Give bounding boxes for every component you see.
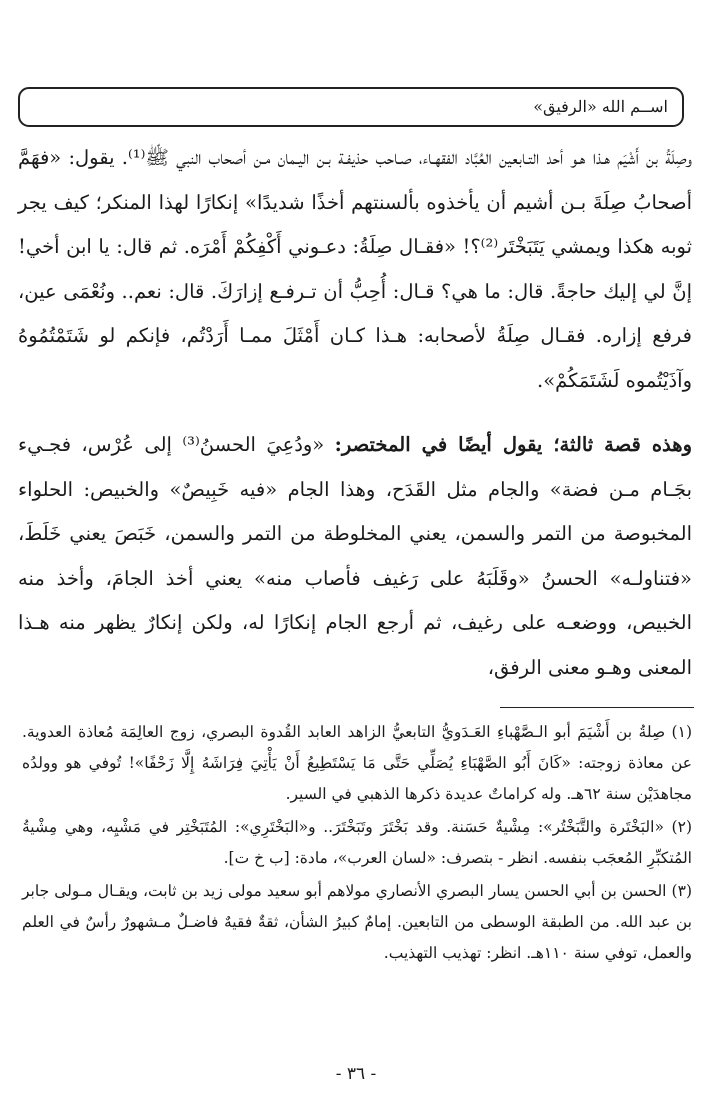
paragraph-2-text: «ودُعِيَ الحسنُ⁽³⁾ إلى عُرْس، فجـيء بجَـام مـن فضة» والجام مثل القَدَح، وهذا الجام «فيه خَبِيصٌ» والخبيص: الحلواء المخبوصة من التمر والسمن، يعني المخلوطة من التمر والسمن، خَبَصَ يعني خَلَطَ، «فتناولـه» الحسنُ «وقَلَبَهُ على رَغيف فأصاب منه» يعني أخذ الجامَ، وأخذ منه الخبيص، ووضعـه على رغيف، ثم أرجع الجام إنكارًا له، ولكن إنكارٌ يظهر منه هـذا المعنى وهـو معنى الرفق،	[18, 433, 692, 679]
footnote-2: (٢) «البَخْتَرة والتَّبَخْتُر»: مِشْيةٌ حَسَنة. وقد بَخْتَرَ وتَبَخْتَرَ.. و«البَخْتَرِي»: المُتَبَخْتِر في مَشْيِه، وهي مِشْيةُ المُتكبِّرِ المُعجَب بنفسه. انظر - بتصرف: «لسان العرب»، مادة: [ب خ ت].	[22, 818, 692, 867]
footnote-divider	[500, 707, 694, 708]
paragraph-2-lead: وهذه قصة ثالثة؛ يقول أيضًا في المختصر:	[334, 433, 692, 456]
main-text	[18, 136, 692, 690]
footnote-3: (٣) الحسن بن أبي الحسن يسار البصري الأنصاري مولاهم أبو سعيد مولى زيد بن ثابت، ويقـال مـولى جابر بن عبد الله. من الطبقة الوسطى من التابعين. إمامٌ كبيرُ الشأن، ثقةٌ فقيهٌ فاضـلٌ مـشهورٌ رأسٌ في العلم والعمل، توفي سنة ١١٠هـ. انظر: تهذيب التهذيب.	[22, 882, 692, 962]
footnotes	[22, 717, 692, 969]
chapter-title: اســم الله «الرفيق»	[533, 97, 668, 116]
page-number: - ٣٦ -	[335, 1064, 377, 1084]
paragraph-1: وصِلَةُ بن أَشْيَم هـذا هـو أحد التـابعين العُبَّاد الفقهـاء، صـاحب حذيفـة بـن اليـمان مـن أصحاب النبي ﷺ⁽¹⁾. يقول: «فهَمَّ أصحابُ صِلَةَ بـن أشيم أن يأخذوه بألسنتهم أخذًا شديدًا» إنكارًا لهذا المنكر؛ كيف يجر ثوبه هكذا ويمشي يَتَبَخْتَر⁽²⁾؟! «فقـال صِلَةُ: دعـوني أَكْفِكُمْ أَمْرَه. ثم قال: يا ابن أخي! إنَّ لي إليك حاجةً. قال: ما هي؟ قـال: أُحِبُّ أن تـرفـع إزارَكَ. قال: نعم.. ونُعْمَى عين، فرفع إزاره. فقـال صِلَةُ لأصحابه: هـذا كـان أَمْثَلَ ممـا أَرَدْتُم، فإنكم لو شَتَمْتُمُوهُ وآذَيْتُموه لَشَتَمَكُمْ».	[18, 146, 692, 392]
chapter-header	[18, 87, 684, 127]
paragraph-2	[18, 423, 692, 690]
footnote-1: (١) صِلةُ بن أَشْيَمَ أبو الـصَّهْباءِ العَـدَويُّ التابعيُّ الزاهد العابد القُدوة البصري، زوج العالِمَة مُعاذة العدوية. عن معاذة زوجته: «كَانَ أَبُو الصَّهْبَاءِ يُصَلِّي حَتَّى مَا يَسْتَطِيعُ أَنْ يَأْتِيَ فِرَاشَهُ إِلَّا زَحْفًا»! تُوفي هو وولدُه مجاهدَيْن سنة ٦٢هـ. وله كراماتٌ عديدة ذكرها الذهبي في السير.	[22, 723, 692, 803]
